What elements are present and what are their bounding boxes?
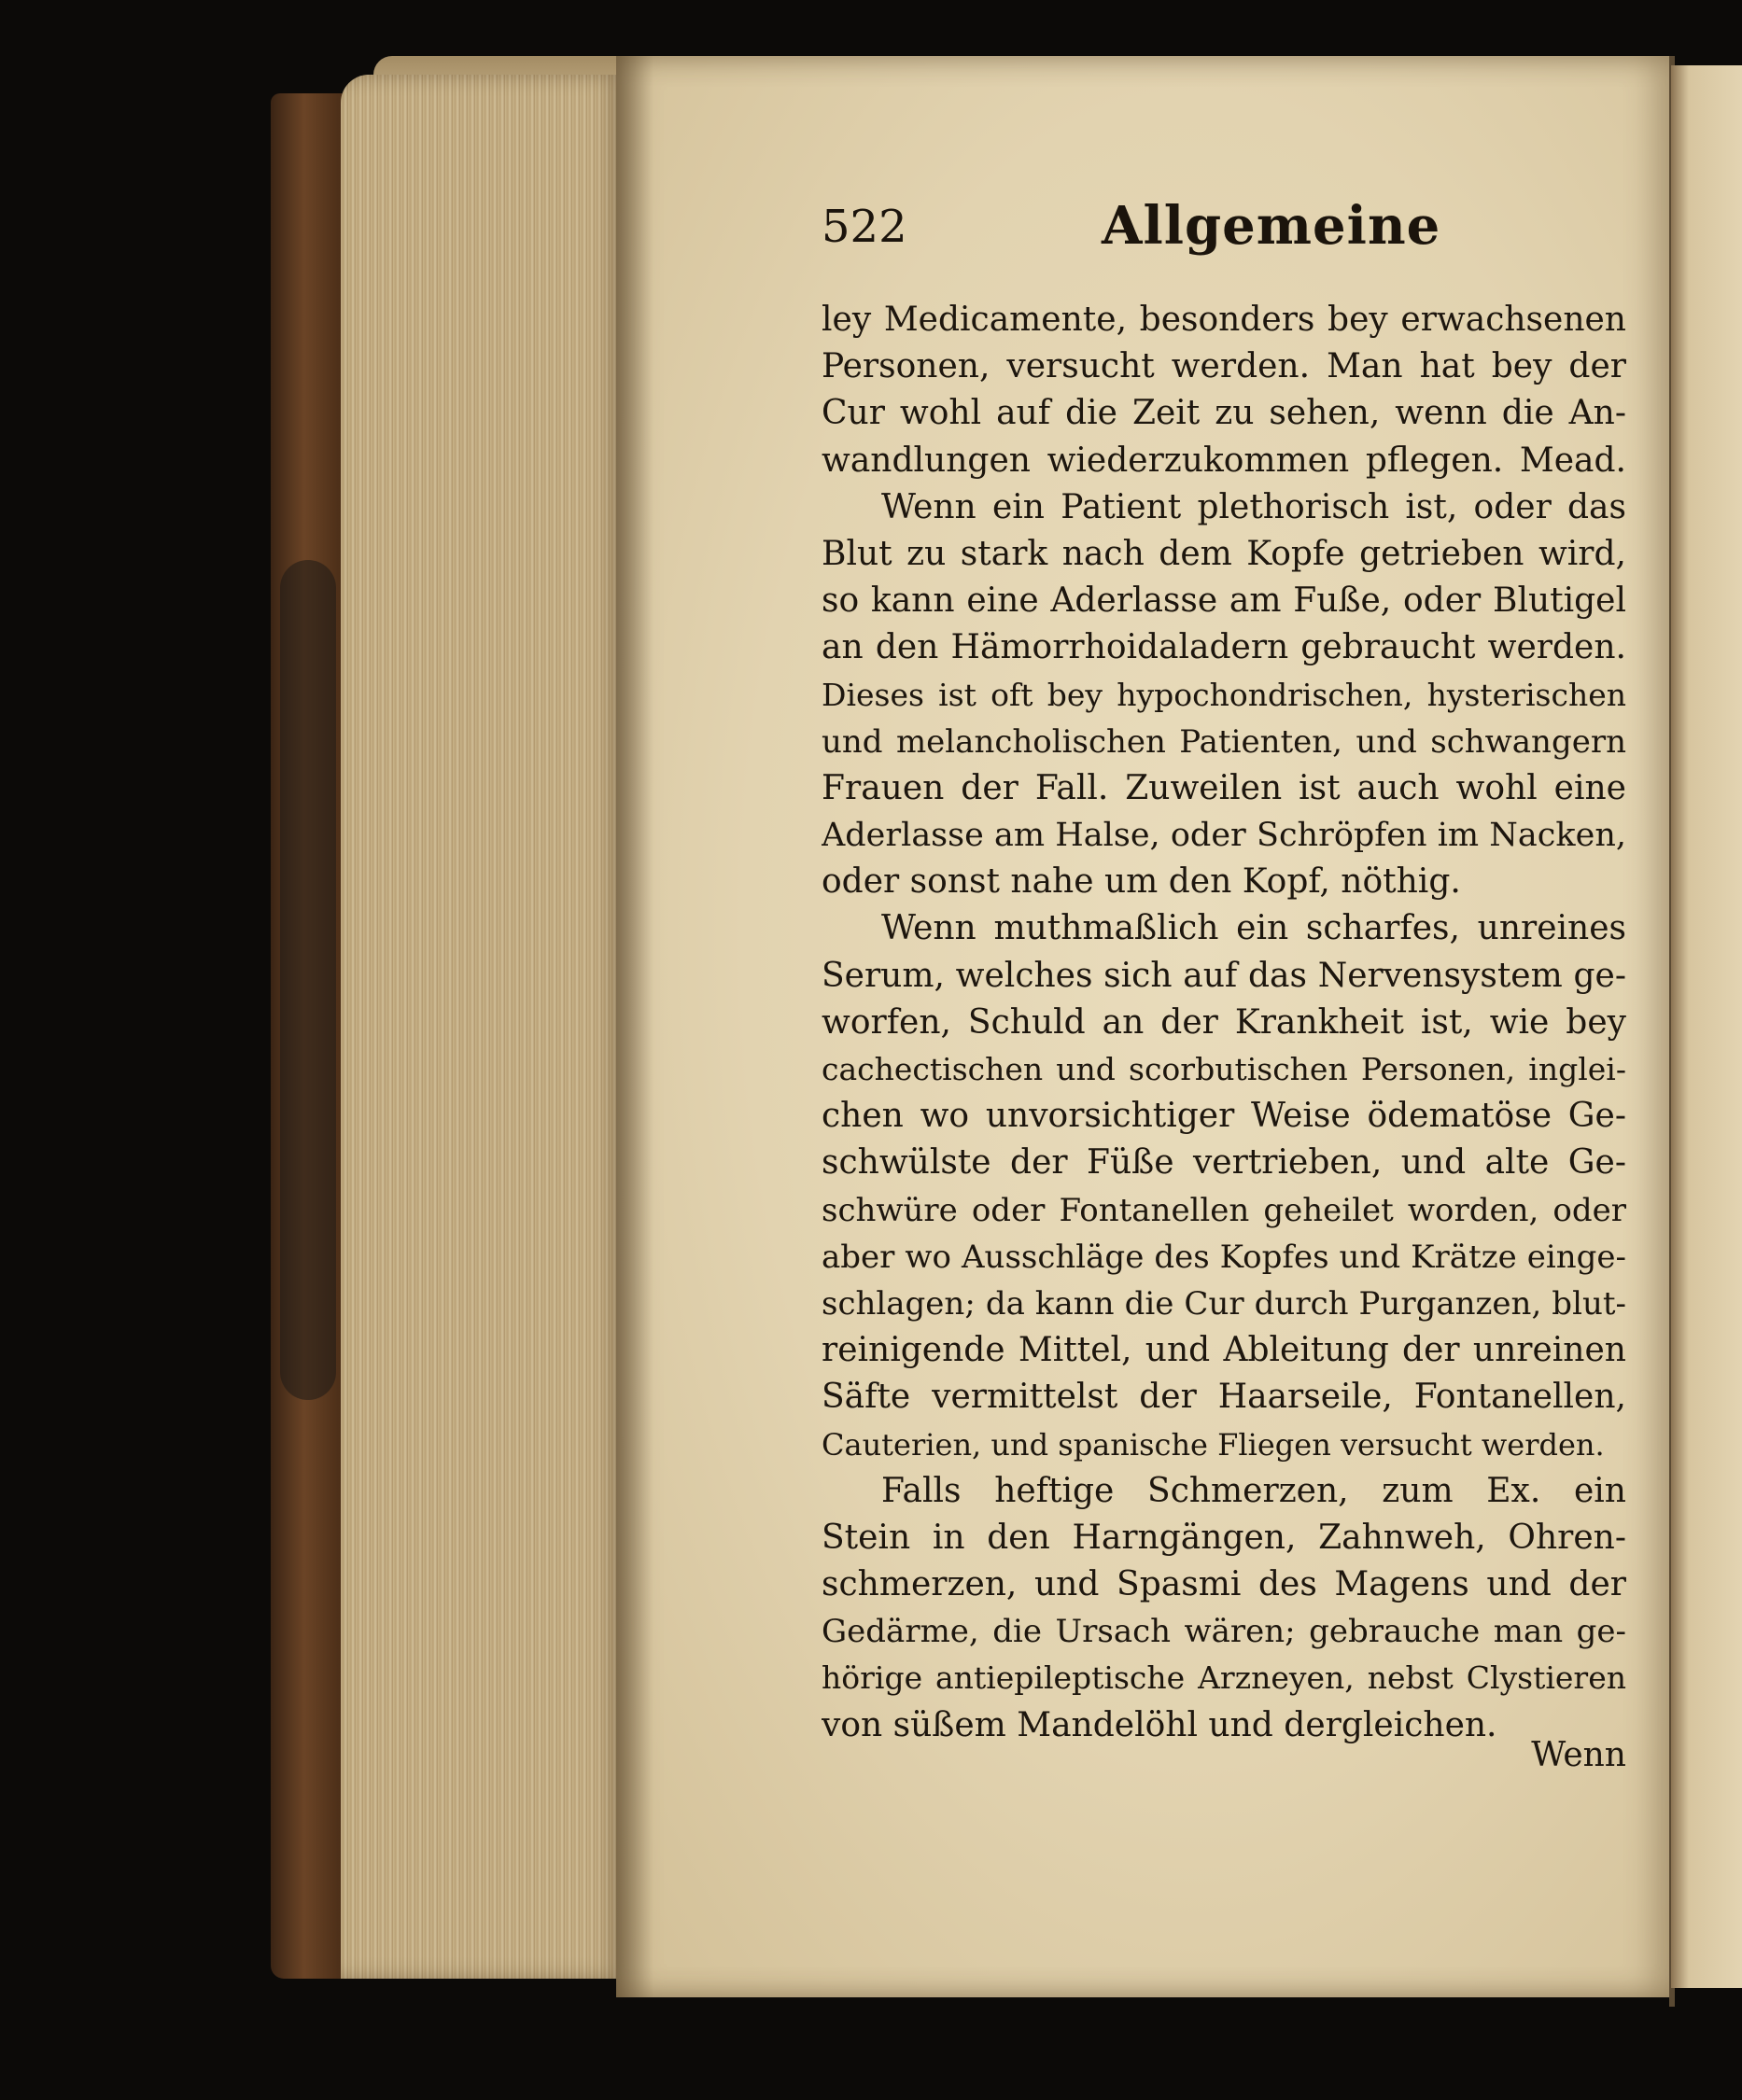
text-line: reinigende Mittel, und Ableitung der unreinen	[822, 1331, 1626, 1370]
text-line: schwüre oder Fontanellen geheilet worden, oder	[822, 1191, 1626, 1229]
text-line: Dieses ist oft bey hypochondrischen, hysterischen	[822, 676, 1626, 713]
running-head: Allgemeine	[1102, 195, 1441, 257]
text-line: Gedärme, die Ursach wären; gebrauche man ge-	[822, 1613, 1626, 1651]
text-line: Frauen der Fall. Zuweilen ist auch wohl eine	[822, 768, 1626, 807]
page-number: 522	[822, 201, 907, 253]
text-line: Wenn ein Patient plethorisch ist, oder das	[881, 487, 1626, 526]
page-gutter-shadow	[616, 56, 653, 1997]
text-line: so kann eine Aderlasse am Fuße, oder Blutigel	[822, 581, 1626, 621]
page-stack-edges	[341, 75, 621, 1979]
text-line: Falls heftige Schmerzen, zum Ex. ein	[881, 1471, 1626, 1510]
text-line: ley Medicamente, besonders bey erwachsenen	[822, 301, 1626, 339]
page-header	[822, 195, 1634, 266]
text-line: von süßem Mandelöhl und dergleichen.	[822, 1705, 1497, 1744]
text-line: Aderlasse am Halse, oder Schröpfen im Nacken,	[822, 817, 1626, 855]
text-line: chen wo unvorsichtiger Weise ödematöse Ge-	[822, 1097, 1626, 1136]
text-line: schlagen; da kann die Cur durch Purganzen, blut-	[822, 1284, 1626, 1323]
text-line: Cur wohl auf die Zeit zu sehen, wenn die An-	[822, 394, 1626, 433]
text-line: schwülste der Füße vertrieben, und alte Ge-	[822, 1143, 1626, 1183]
text-line: aber wo Ausschläge des Kopfes und Krätze einge-	[822, 1238, 1626, 1276]
text-line: worfen, Schuld an der Krankheit ist, wie bey	[822, 1002, 1626, 1042]
catchword: Wenn	[1531, 1736, 1626, 1774]
text-line: cachectischen und scorbutischen Personen, inglei-	[822, 1051, 1626, 1087]
text-line: Cauterien, und spanische Fliegen versucht werden.	[822, 1426, 1605, 1463]
text-line: Personen, versucht werden. Man hat bey der	[822, 347, 1626, 386]
text-line: an den Hämorrhoidaladern gebraucht werden.	[822, 628, 1626, 667]
text-line: Serum, welches sich auf das Nervensystem ge-	[822, 956, 1626, 995]
facing-page-sliver	[1671, 65, 1742, 1988]
text-line: Wenn muthmaßlich ein scharfes, unreines	[881, 909, 1626, 948]
text-line: Stein in den Harngängen, Zahnweh, Ohren-	[822, 1518, 1626, 1557]
text-line: und melancholischen Patienten, und schwangern	[822, 722, 1626, 761]
text-line: schmerzen, und Spasmi des Magens und der	[822, 1565, 1626, 1604]
text-line: wandlungen wiederzukommen pflegen. Mead.	[822, 441, 1626, 480]
text-line: Säfte vermittelst der Haarseile, Fontanellen,	[822, 1378, 1626, 1417]
text-line: oder sonst nahe um den Kopf, nöthig.	[822, 862, 1461, 902]
cover-wear-mark	[280, 560, 336, 1400]
text-line: hörige antiepileptische Arzneyen, nebst Clystieren	[822, 1659, 1626, 1697]
text-line: Blut zu stark nach dem Kopfe getrieben wird,	[822, 534, 1626, 573]
body-text	[822, 297, 1626, 1749]
